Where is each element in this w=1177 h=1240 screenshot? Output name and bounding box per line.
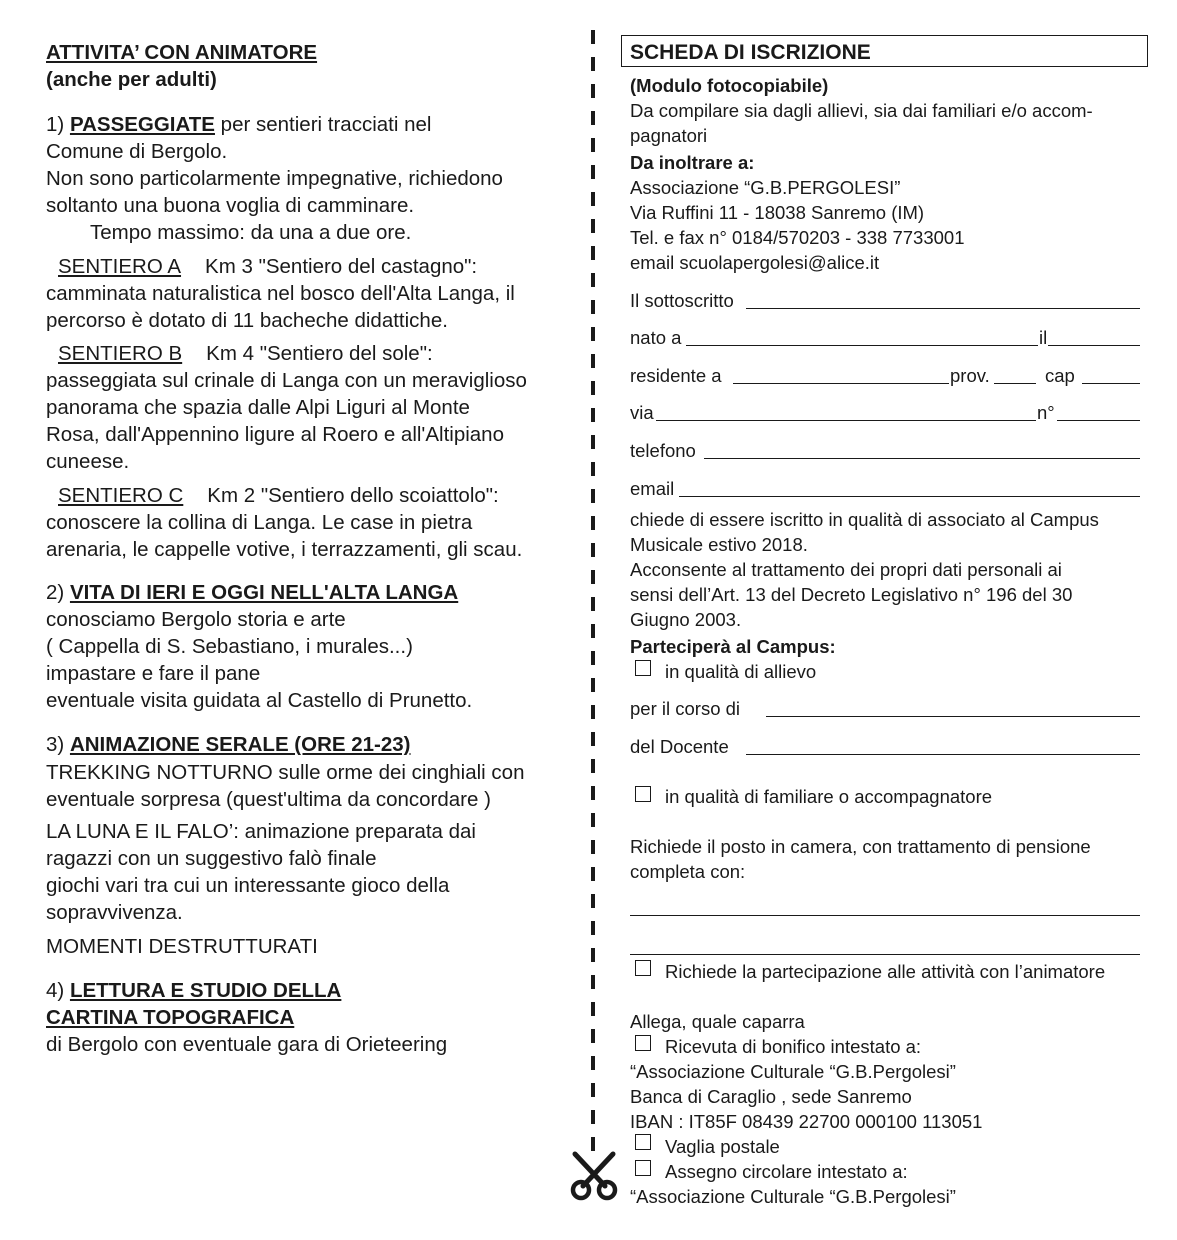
cut-line-dash [591, 543, 595, 557]
activities-subheading: (anche per adulti) [46, 68, 217, 91]
form-intro: Da compilare sia dagli allievi, sia dai familiari e/o accom- [630, 100, 1093, 121]
cut-line-dash [591, 408, 595, 422]
section-3-text: giochi vari tra cui un interessante gioco della [46, 874, 450, 897]
section-4-text: di Bergolo con eventuale gara di Orieteering [46, 1033, 448, 1056]
cut-line-dash [591, 948, 595, 962]
participation-label: Parteciperà al Campus: [630, 636, 836, 657]
field-email[interactable] [679, 496, 1140, 497]
checkbox-vaglia[interactable] [635, 1134, 651, 1150]
activities-heading: ATTIVITA’ CON ANIMATORE [46, 41, 318, 64]
option-bonifico-label: Ricevuta di bonifico intestato a: [665, 1036, 922, 1057]
field-room-line-2[interactable] [630, 954, 1140, 955]
cut-line-dash [591, 678, 595, 692]
trail-b-text: cuneese. [46, 450, 130, 473]
section-3-text: TREKKING NOTTURNO sulle orme dei cinghiali con [46, 761, 525, 784]
field-label-email: email [630, 478, 675, 499]
section-3-text: sopravvivenza. [46, 901, 183, 924]
section-3-text: LA LUNA E IL FALO’: animazione preparata dai [46, 820, 476, 843]
field-street[interactable] [656, 420, 1036, 421]
section-2-text: ( Cappella di S. Sebastiano, i murales...) [46, 635, 413, 658]
cut-line-dash [591, 273, 595, 287]
section-2-text: conosciamo Bergolo storia e arte [46, 608, 346, 631]
cut-line-dash [591, 435, 595, 449]
field-teacher[interactable] [746, 754, 1140, 755]
cut-line-dash [591, 381, 595, 395]
cut-line-dash [591, 30, 595, 44]
trail-c-text: conoscere la collina di Langa. Le case in pietra [46, 511, 473, 534]
request-text: Musicale estivo 2018. [630, 534, 808, 555]
trail-a: SENTIERO A Km 3 "Sentiero del castagno": [58, 255, 478, 278]
request-text: chiede di essere iscritto in qualità di associato al Campus [630, 509, 1099, 530]
field-label-docente: del Docente [630, 736, 729, 757]
cut-line-dash [591, 192, 595, 206]
cut-line-dash [591, 1056, 595, 1070]
association-address: Via Ruffini 11 - 18038 Sanremo (IM) [630, 202, 925, 223]
cut-line-dash [591, 516, 595, 530]
field-label-il: il [1039, 327, 1048, 348]
form-subtitle: (Modulo fotocopiabile) [630, 75, 829, 96]
cut-line-dash [591, 1083, 595, 1097]
payee-name: “Associazione Culturale “G.B.Pergolesi” [630, 1061, 956, 1082]
trail-b-text: passeggiata sul crinale di Langa con un meraviglioso [46, 369, 527, 392]
section-4-title: 4) LETTURA E STUDIO DELLA [46, 979, 342, 1002]
send-to-label: Da inoltrare a: [630, 152, 755, 173]
cut-line-dash [591, 1029, 595, 1043]
scissors-icon [569, 1150, 619, 1202]
checkbox-animatore[interactable] [635, 960, 651, 976]
option-vaglia-label: Vaglia postale [665, 1136, 780, 1157]
room-request-text: completa con: [630, 861, 746, 882]
field-label-prov: prov. [950, 365, 990, 386]
section-3-text: ragazzi con un suggestivo falò finale [46, 847, 377, 870]
checkbox-allievo[interactable] [635, 660, 651, 676]
section-2-text: impastare e fare il pane [46, 662, 261, 685]
section-3-title: 3) ANIMAZIONE SERALE (ORE 21-23) [46, 733, 411, 756]
section-1-text: Non sono particolarmente impegnative, richiedono [46, 167, 503, 190]
consent-text: sensi dell’Art. 13 del Decreto Legislativo n° 196 del 30 [630, 584, 1073, 605]
field-label-via: via [630, 402, 654, 423]
option-familiare-label: in qualità di familiare o accompagnatore [665, 786, 993, 807]
field-birthplace[interactable] [686, 345, 1038, 346]
section-1-text: Comune di Bergolo. [46, 140, 228, 163]
cut-line-dash [591, 462, 595, 476]
cut-line-dash [591, 975, 595, 989]
cut-line-dash [591, 1137, 595, 1151]
trail-b: SENTIERO B Km 4 "Sentiero del sole": [58, 342, 433, 365]
trail-b-text: Rosa, dall'Appennino ligure al Roero e all'Altipiano [46, 423, 504, 446]
field-label-nato: nato a [630, 327, 682, 348]
cut-line-dash [591, 786, 595, 800]
cut-line-dash [591, 327, 595, 341]
section-1-title: 1) PASSEGGIATE per sentieri tracciati nel [46, 113, 432, 136]
cut-line-dash [591, 1110, 595, 1124]
room-request-text: Richiede il posto in camera, con trattamento di pensione [630, 836, 1091, 857]
cut-line-dash [591, 759, 595, 773]
section-3-text: eventuale sorpresa (quest'ultima da concordare ) [46, 788, 491, 811]
option-animatore-label: Richiede la partecipazione alle attività con l’animatore [665, 961, 1106, 982]
cut-line-dash [591, 219, 595, 233]
trail-a-text: camminata naturalistica nel bosco dell'Alta Langa, il [46, 282, 515, 305]
payee-name-2: “Associazione Culturale “G.B.Pergolesi” [630, 1186, 956, 1207]
cut-line-dash [591, 138, 595, 152]
checkbox-familiare[interactable] [635, 786, 651, 802]
cut-line-dash [591, 570, 595, 584]
trail-a-text: percorso è dotato di 11 bacheche didattiche. [46, 309, 448, 332]
field-label-cap: cap [1045, 365, 1075, 386]
bank-name: Banca di Caraglio , sede Sanremo [630, 1086, 912, 1107]
section-1-text: soltanto una buona voglia di camminare. [46, 194, 415, 217]
cut-line-dash [591, 921, 595, 935]
deposit-label: Allega, quale caparra [630, 1011, 805, 1032]
cut-line-dash [591, 840, 595, 854]
checkbox-assegno[interactable] [635, 1160, 651, 1176]
trail-c: SENTIERO C Km 2 "Sentiero dello scoiattolo": [58, 484, 499, 507]
field-label-numero: n° [1037, 402, 1055, 423]
association-phone: Tel. e fax n° 0184/570203 - 338 7733001 [630, 227, 965, 248]
trail-b-text: panorama che spazia dalle Alpi Liguri al Monte [46, 396, 470, 419]
cut-line-dash [591, 651, 595, 665]
field-label-telefono: telefono [630, 440, 696, 461]
field-birthdate[interactable] [1048, 345, 1140, 346]
cut-line-dash [591, 624, 595, 638]
cut-line-dash [591, 165, 595, 179]
checkbox-bonifico[interactable] [635, 1035, 651, 1051]
section-1-text: Tempo massimo: da una a due ore. [90, 221, 412, 244]
cut-line-dash [591, 354, 595, 368]
field-course[interactable] [766, 716, 1140, 717]
association-email: email scuolapergolesi@alice.it [630, 252, 880, 273]
section-3-text: MOMENTI DESTRUTTURATI [46, 935, 318, 958]
field-province[interactable] [994, 383, 1036, 384]
field-postcode[interactable] [1082, 383, 1140, 384]
iban: IBAN : IT85F 08439 22700 000100 113051 [630, 1111, 983, 1132]
cut-line-dash [591, 597, 595, 611]
field-sottoscritto[interactable] [746, 308, 1140, 309]
field-label-corso: per il corso di [630, 698, 741, 719]
cut-line-dash [591, 813, 595, 827]
field-phone[interactable] [704, 458, 1140, 459]
trail-c-text: arenaria, le cappelle votive, i terrazzamenti, gli scau. [46, 538, 523, 561]
cut-line-dash [591, 867, 595, 881]
field-residence[interactable] [733, 383, 949, 384]
section-4-title-line2: CARTINA TOPOGRAFICA [46, 1006, 295, 1029]
field-room-line-1[interactable] [630, 915, 1140, 916]
field-street-number[interactable] [1057, 420, 1140, 421]
cut-line-dash [591, 1002, 595, 1016]
field-label-sottoscritto: Il sottoscritto [630, 290, 734, 311]
section-2-title: 2) VITA DI IERI E OGGI NELL'ALTA LANGA [46, 581, 459, 604]
option-allievo-label: in qualità di allievo [665, 661, 817, 682]
option-assegno-label: Assegno circolare intestato a: [665, 1161, 908, 1182]
form-title: SCHEDA DI ISCRIZIONE [630, 41, 871, 64]
consent-text: Giugno 2003. [630, 609, 742, 630]
field-label-residente: residente a [630, 365, 722, 386]
cut-line-dash [591, 111, 595, 125]
association-name: Associazione “G.B.PERGOLESI” [630, 177, 901, 198]
cut-line-dash [591, 894, 595, 908]
consent-text: Acconsente al trattamento dei propri dati personali ai [630, 559, 1062, 580]
cut-line-dash [591, 705, 595, 719]
cut-line-dash [591, 732, 595, 746]
cut-line-dash [591, 489, 595, 503]
form-intro: pagnatori [630, 125, 708, 146]
section-2-text: eventuale visita guidata al Castello di Prunetto. [46, 689, 473, 712]
cut-line-dash [591, 246, 595, 260]
cut-line-dash [591, 57, 595, 71]
cut-line-dash [591, 300, 595, 314]
cut-line-dash [591, 84, 595, 98]
